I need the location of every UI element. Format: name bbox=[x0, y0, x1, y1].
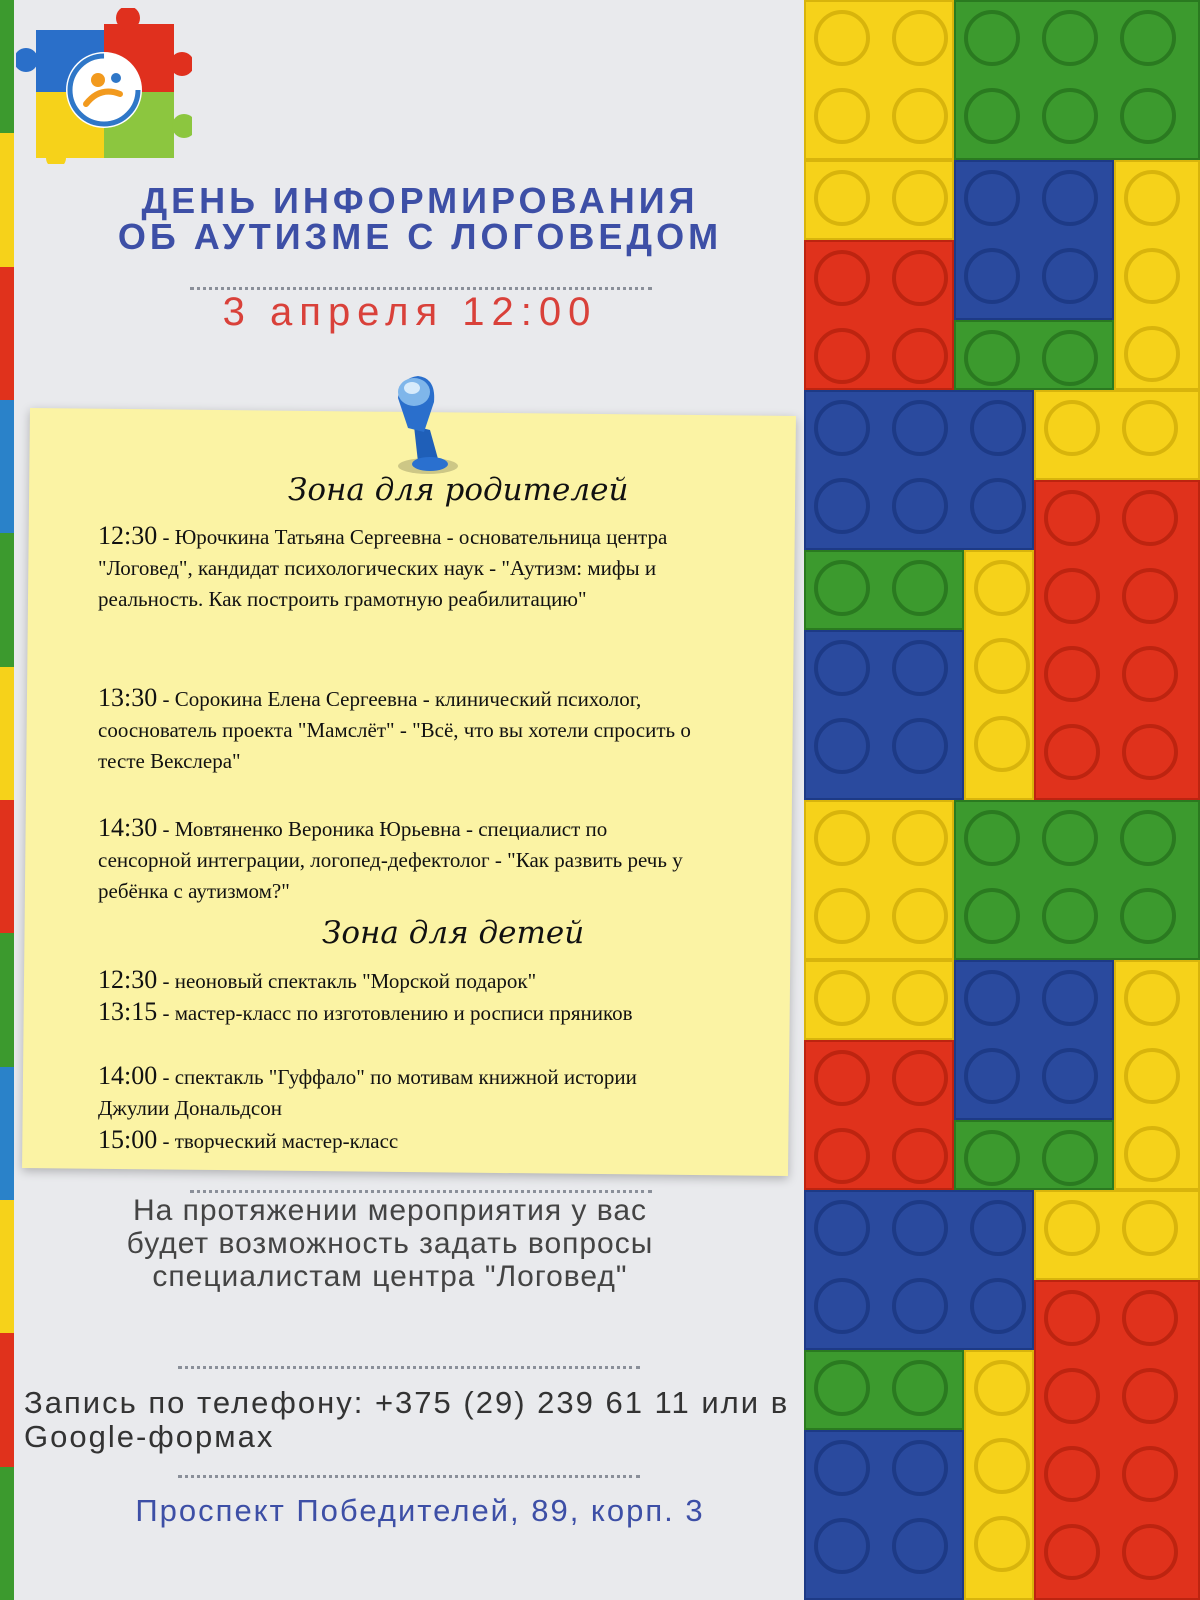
lego-stud bbox=[816, 1130, 868, 1182]
lego-stud bbox=[1044, 890, 1096, 942]
lego-stud bbox=[1124, 1526, 1176, 1578]
lego-stud bbox=[816, 1442, 868, 1494]
lego-stud bbox=[1124, 1448, 1176, 1500]
info-text: На протяжении мероприятия у вас будет возможность задать вопросы специалистам центра "Логовед" bbox=[126, 1194, 654, 1293]
lego-stud bbox=[816, 1362, 868, 1414]
lego-stud bbox=[1126, 250, 1178, 302]
lego-stud bbox=[1046, 492, 1098, 544]
lego-stud bbox=[966, 1132, 1018, 1184]
lego-stud bbox=[894, 402, 946, 454]
lego-stud bbox=[894, 1052, 946, 1104]
parents-zone-heading: Зона для родителей bbox=[288, 472, 629, 508]
lego-stud bbox=[816, 890, 868, 942]
item-time: 13:15 bbox=[98, 997, 158, 1026]
lego-stud bbox=[1126, 328, 1178, 380]
lego-stud bbox=[972, 1202, 1024, 1254]
lego-stud bbox=[1046, 726, 1098, 778]
lego-stud bbox=[894, 972, 946, 1024]
item-text: - Юрочкина Татьяна Сергеевна - основательница центра "Логовед", кандидат психологических наук - "Аутизм: мифы и реальность. Как построить грамотную реабилитацию" bbox=[98, 525, 668, 611]
dotted-divider bbox=[178, 1366, 640, 1369]
lego-stud bbox=[894, 1202, 946, 1254]
kids-schedule-item bbox=[98, 996, 698, 1029]
parents-schedule-item bbox=[98, 520, 698, 615]
lego-stud bbox=[816, 480, 868, 532]
lego-stud bbox=[1124, 1202, 1176, 1254]
lego-stud bbox=[1044, 1132, 1096, 1184]
lego-stud bbox=[966, 12, 1018, 64]
lego-stud bbox=[966, 332, 1018, 384]
lego-stud bbox=[1046, 570, 1098, 622]
item-text: - Сорокина Елена Сергеевна - клинический психолог, сооснователь проекта "Мамслёт" - "Всё, что вы хотели спросить о тесте Векслера" bbox=[98, 687, 691, 773]
lego-stud bbox=[1122, 890, 1174, 942]
kids-zone-heading: Зона для детей bbox=[322, 915, 585, 951]
lego-stud bbox=[1044, 172, 1096, 224]
lego-stud bbox=[1044, 332, 1096, 384]
lego-stud bbox=[1122, 812, 1174, 864]
lego-stud bbox=[976, 562, 1028, 614]
lego-stud bbox=[816, 330, 868, 382]
item-text: - спектакль "Гуффало" по мотивам книжной истории Джулии Дональдсон bbox=[98, 1065, 637, 1120]
lego-stud bbox=[1044, 972, 1096, 1024]
title-line-1: ДЕНЬ ИНФОРМИРОВАНИЯ bbox=[141, 180, 699, 221]
lego-stud bbox=[894, 1280, 946, 1332]
lego-stud bbox=[816, 972, 868, 1024]
lego-stud bbox=[816, 402, 868, 454]
lego-stud bbox=[1044, 812, 1096, 864]
lego-stud bbox=[1046, 1448, 1098, 1500]
lego-bricks-background bbox=[804, 0, 1200, 1600]
lego-stud bbox=[1044, 1050, 1096, 1102]
lego-stud bbox=[816, 642, 868, 694]
lego-stud bbox=[972, 402, 1024, 454]
lego-stud bbox=[972, 480, 1024, 532]
kids-schedule-item bbox=[98, 964, 698, 997]
lego-stud bbox=[894, 172, 946, 224]
lego-stud bbox=[966, 890, 1018, 942]
item-time: 14:30 bbox=[98, 813, 158, 842]
item-time: 13:30 bbox=[98, 683, 158, 712]
lego-stud bbox=[894, 330, 946, 382]
lego-stud bbox=[1124, 570, 1176, 622]
lego-stud bbox=[1046, 1370, 1098, 1422]
lego-stud bbox=[1044, 12, 1096, 64]
item-time: 12:30 bbox=[98, 965, 158, 994]
item-text: - неоновый спектакль "Морской подарок" bbox=[157, 969, 537, 993]
event-date: 3 апреля 12:00 bbox=[222, 290, 598, 334]
lego-stud bbox=[816, 812, 868, 864]
item-time: 12:30 bbox=[98, 521, 158, 550]
lego-stud bbox=[894, 480, 946, 532]
lego-stud bbox=[1126, 172, 1178, 224]
item-time: 14:00 bbox=[98, 1061, 158, 1090]
puzzle-logo-icon bbox=[16, 8, 192, 164]
lego-stud bbox=[976, 640, 1028, 692]
lego-stud bbox=[816, 1520, 868, 1572]
lego-stud bbox=[1124, 648, 1176, 700]
lego-stud bbox=[1044, 250, 1096, 302]
lego-stud bbox=[1046, 1292, 1098, 1344]
lego-stud bbox=[1124, 402, 1176, 454]
title-line-2: ОБ АУТИЗМЕ С ЛОГОВЕДОМ bbox=[117, 216, 723, 257]
lego-stud bbox=[966, 1050, 1018, 1102]
item-text: - творческий мастер-класс bbox=[157, 1129, 399, 1153]
item-text: - мастер-класс по изготовлению и росписи пряников bbox=[157, 1001, 633, 1025]
lego-stud bbox=[1126, 1050, 1178, 1102]
lego-stud bbox=[966, 172, 1018, 224]
lego-stud bbox=[816, 1052, 868, 1104]
dotted-divider bbox=[190, 1190, 652, 1193]
lego-stud bbox=[816, 12, 868, 64]
lego-stud bbox=[894, 562, 946, 614]
item-time: 15:00 bbox=[98, 1125, 158, 1154]
kids-schedule-item bbox=[98, 1060, 698, 1124]
lego-stud bbox=[966, 972, 1018, 1024]
lego-stud bbox=[1046, 402, 1098, 454]
lego-stud bbox=[1126, 972, 1178, 1024]
lego-stud bbox=[1122, 12, 1174, 64]
lego-stud bbox=[894, 12, 946, 64]
lego-stud bbox=[816, 252, 868, 304]
lego-stud bbox=[1126, 1128, 1178, 1180]
lego-stud bbox=[894, 1362, 946, 1414]
address-text: Проспект Победителей, 89, корп. 3 bbox=[135, 1493, 705, 1528]
lego-stud bbox=[894, 1130, 946, 1182]
kids-schedule-item bbox=[98, 1124, 698, 1157]
item-text: - Мовтяненко Вероника Юрьевна - специалист по сенсорной интеграции, логопед-дефектолог - "Как развить речь у ребёнка с аутизмом?" bbox=[98, 817, 683, 903]
lego-stud bbox=[816, 562, 868, 614]
lego-stud bbox=[816, 1202, 868, 1254]
lego-stud bbox=[894, 252, 946, 304]
lego-stud bbox=[1046, 1202, 1098, 1254]
lego-stud bbox=[894, 642, 946, 694]
lego-stud bbox=[1046, 648, 1098, 700]
lego-stud bbox=[894, 890, 946, 942]
lego-stud bbox=[972, 1280, 1024, 1332]
lego-stud bbox=[966, 250, 1018, 302]
lego-stud bbox=[976, 1362, 1028, 1414]
lego-stud bbox=[976, 1518, 1028, 1570]
lego-stud bbox=[894, 1520, 946, 1572]
lego-stud bbox=[894, 720, 946, 772]
lego-stud bbox=[976, 1440, 1028, 1492]
left-color-strip bbox=[0, 0, 14, 1600]
lego-stud bbox=[816, 90, 868, 142]
lego-stud bbox=[894, 812, 946, 864]
lego-stud bbox=[816, 720, 868, 772]
lego-stud bbox=[1124, 1370, 1176, 1422]
lego-stud bbox=[894, 90, 946, 142]
phone-registration-text: Запись по телефону: +375 (29) 239 61 11 или в Google-формах bbox=[24, 1385, 790, 1454]
lego-stud bbox=[966, 90, 1018, 142]
lego-stud bbox=[816, 172, 868, 224]
dotted-divider bbox=[178, 1475, 640, 1478]
push-pin-icon bbox=[370, 370, 470, 480]
lego-stud bbox=[1124, 492, 1176, 544]
lego-stud bbox=[1122, 90, 1174, 142]
lego-stud bbox=[1044, 90, 1096, 142]
lego-stud bbox=[1124, 726, 1176, 778]
parents-schedule-item bbox=[98, 812, 698, 907]
lego-stud bbox=[966, 812, 1018, 864]
lego-stud bbox=[1046, 1526, 1098, 1578]
lego-stud bbox=[1124, 1292, 1176, 1344]
lego-stud bbox=[976, 718, 1028, 770]
lego-stud bbox=[894, 1442, 946, 1494]
lego-stud bbox=[816, 1280, 868, 1332]
parents-schedule-item bbox=[98, 682, 698, 777]
